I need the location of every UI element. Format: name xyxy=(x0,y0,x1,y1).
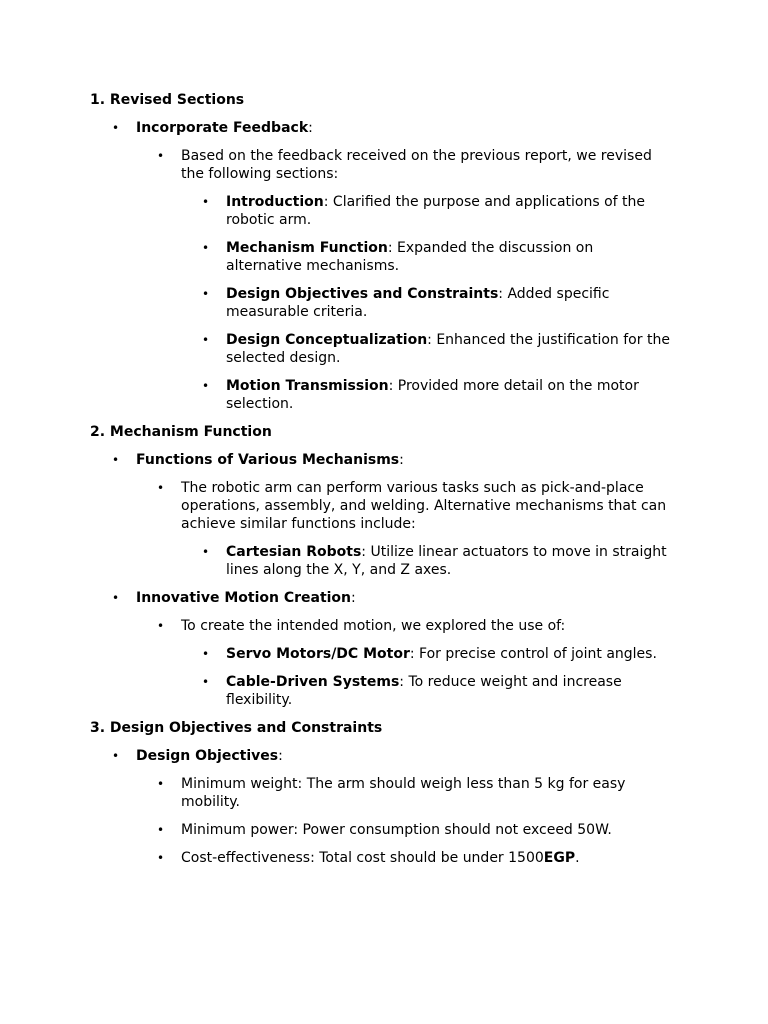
item-label: Design Objectives and Constraints xyxy=(226,286,499,302)
list-item xyxy=(157,775,672,811)
bullet-glyph: • xyxy=(157,149,165,163)
item-text: : Provided more detail on the motor selection. xyxy=(226,378,639,412)
bullet-glyph: • xyxy=(202,241,210,255)
item-text: : Utilize linear actuators to move in straight lines along the X, Y, and Z axes. xyxy=(226,544,667,578)
item-suffix: : xyxy=(278,748,283,764)
list-item xyxy=(112,119,672,137)
list-item xyxy=(202,645,672,663)
section-heading: 2. Mechanism Function xyxy=(90,424,272,440)
item-text: To create the intended motion, we explored the use of: xyxy=(181,618,566,634)
bullet-glyph: • xyxy=(157,777,165,791)
bullet-glyph: • xyxy=(202,647,210,661)
list-item xyxy=(157,821,672,839)
section-heading: 1. Revised Sections xyxy=(90,92,245,108)
item-label: Cartesian Robots xyxy=(226,544,362,560)
list-item xyxy=(202,193,672,229)
bullet-glyph: • xyxy=(112,121,120,135)
item-text: Cost-effectiveness: Total cost should be under 1500 xyxy=(181,850,544,866)
list-item xyxy=(112,747,672,765)
bullet-glyph: • xyxy=(157,823,165,837)
item-text: : Clarified the purpose and applications of the robotic arm. xyxy=(226,194,646,228)
item-label: Design Conceptualization xyxy=(226,332,428,348)
list-item xyxy=(157,479,672,533)
item-suffix: : xyxy=(308,120,313,136)
bullet-glyph: • xyxy=(112,591,120,605)
document-body xyxy=(90,91,672,877)
list-item xyxy=(202,543,672,579)
list-item xyxy=(157,849,672,867)
list-item xyxy=(112,589,672,607)
bullet-glyph: • xyxy=(202,333,210,347)
section-heading: 3. Design Objectives and Constraints xyxy=(90,720,383,736)
bullet-glyph: • xyxy=(157,481,165,495)
item-label: Functions of Various Mechanisms xyxy=(136,452,400,468)
bullet-glyph: • xyxy=(112,749,120,763)
item-suffix: : xyxy=(351,590,356,606)
list-item xyxy=(202,331,672,367)
item-label: Mechanism Function xyxy=(226,240,388,256)
item-label: Design Objectives xyxy=(136,748,279,764)
item-text: : Added specific measurable criteria. xyxy=(226,286,610,320)
item-label: Motion Transmission xyxy=(226,378,389,394)
currency-unit: EGP xyxy=(543,850,576,866)
bullet-glyph: • xyxy=(157,851,165,865)
item-text: : To reduce weight and increase flexibility. xyxy=(226,674,622,708)
item-label: Introduction xyxy=(226,194,324,210)
item-text: Based on the feedback received on the previous report, we revised the following sections: xyxy=(181,148,652,182)
item-text: Minimum power: Power consumption should not exceed 50W. xyxy=(181,822,612,838)
bullet-glyph: • xyxy=(202,379,210,393)
bullet-glyph: • xyxy=(157,619,165,633)
item-label: Innovative Motion Creation xyxy=(136,590,352,606)
list-item xyxy=(202,285,672,321)
item-text: : Expanded the discussion on alternative mechanisms. xyxy=(226,240,594,274)
bullet-glyph: • xyxy=(202,195,210,209)
item-text: Minimum weight: The arm should weigh less than 5 kg for easy mobility. xyxy=(181,776,626,810)
item-text: The robotic arm can perform various tasks such as pick-and-place operations, assembly, and welding. Alternative mechanisms that can achieve similar functions include: xyxy=(181,480,667,532)
item-text: : Enhanced the justification for the selected design. xyxy=(226,332,670,366)
item-text: : For precise control of joint angles. xyxy=(409,646,657,662)
item-label: Cable-Driven Systems xyxy=(226,674,400,690)
bullet-glyph: • xyxy=(202,287,210,301)
list-item xyxy=(157,617,672,635)
list-item xyxy=(112,451,672,469)
item-suffix: : xyxy=(399,452,404,468)
bullet-glyph: • xyxy=(202,675,210,689)
list-item xyxy=(202,377,672,413)
item-end: . xyxy=(575,850,580,866)
list-item xyxy=(157,147,672,183)
item-label: Incorporate Feedback xyxy=(136,120,309,136)
bullet-glyph: • xyxy=(112,453,120,467)
list-item xyxy=(202,673,672,709)
item-label: Servo Motors/DC Motor xyxy=(226,646,410,662)
list-item xyxy=(202,239,672,275)
bullet-glyph: • xyxy=(202,545,210,559)
